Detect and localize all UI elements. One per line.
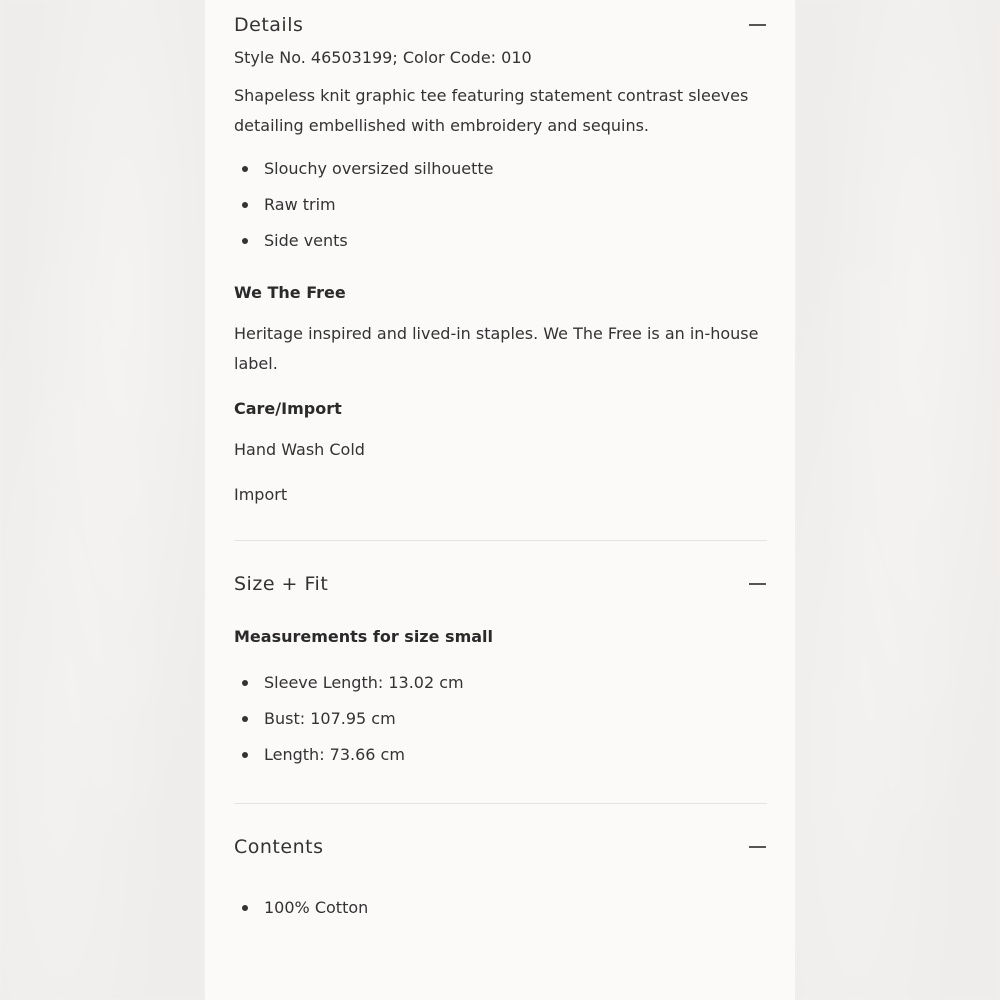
contents-header[interactable] [234, 804, 767, 890]
minus-icon[interactable] [749, 24, 766, 26]
size-fit-header[interactable] [234, 541, 767, 627]
brand-heading: We The Free [234, 283, 346, 302]
list-item: Bust: 107.95 cm [234, 701, 767, 737]
list-item: Raw trim [234, 187, 767, 223]
size-fit-title: Size + Fit [234, 573, 329, 595]
size-fit-section [234, 541, 767, 804]
details-section [234, 0, 767, 541]
list-item: Length: 73.66 cm [234, 737, 767, 773]
import-note: Import [234, 485, 288, 504]
left-background [0, 0, 205, 1000]
contents-list [234, 890, 767, 926]
care-instruction: Hand Wash Cold [234, 440, 365, 459]
measurements-heading: Measurements for size small [234, 627, 493, 646]
product-description: Shapeless knit graphic tee featuring statement contrast sleeves detailing embellished with embroidery and sequins. [234, 86, 749, 135]
minus-icon[interactable] [749, 846, 766, 848]
list-item: 100% Cotton [234, 890, 767, 926]
details-list [234, 151, 767, 259]
right-background [795, 0, 1000, 1000]
contents-section [234, 804, 767, 926]
list-item: Slouchy oversized silhouette [234, 151, 767, 187]
care-heading: Care/Import [234, 399, 342, 418]
list-item: Side vents [234, 223, 767, 259]
measurements-list [234, 665, 767, 773]
brand-description: Heritage inspired and lived-in staples. We The Free is an in-house label. [234, 324, 759, 373]
list-item: Sleeve Length: 13.02 cm [234, 665, 767, 701]
style-number: Style No. 46503199; Color Code: 010 [234, 48, 532, 67]
contents-title: Contents [234, 836, 324, 858]
details-title: Details [234, 14, 304, 36]
minus-icon[interactable] [749, 583, 766, 585]
product-info-panel [205, 0, 795, 1000]
